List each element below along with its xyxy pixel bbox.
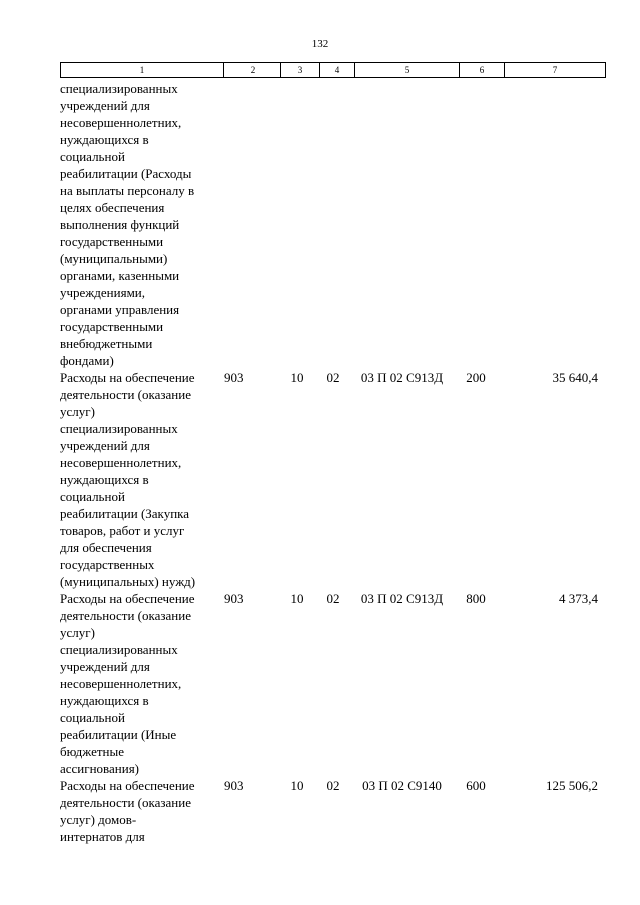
row-description: специализированных учреждений для несовершеннолетних, нуждающихся в социальной реабилитации (Расходы на выплаты персоналу в целях обеспечения выполнения функций государственными (муниципальными) органами, казенными учреждениями, органами управления государственными внебюджетными фондами): [60, 81, 195, 368]
row-amount: 4 373,4: [559, 591, 598, 606]
row-section: 10: [290, 370, 304, 385]
table-row: [60, 80, 598, 369]
row-section: 10: [290, 778, 304, 793]
header-col-5: 5: [355, 63, 460, 78]
row-target-article: 03 П 02 С913Д: [360, 591, 444, 606]
row-target-article: [350, 80, 454, 369]
row-description: Расходы на обеспечение деятельности (оказание услуг) специализированных учреждений для несовершеннолетних, нуждающихся в социальной реабилитации (Иные бюджетные ассигнования): [60, 591, 195, 776]
row-admin-code: 903: [224, 370, 244, 385]
table-header: [60, 62, 606, 78]
row-subsection: [316, 80, 350, 369]
row-section: [278, 80, 316, 369]
header-col-6: 6: [460, 63, 505, 78]
row-subsection: 02: [326, 778, 340, 793]
row-admin-code: [222, 80, 278, 369]
header-col-2: 2: [224, 63, 281, 78]
row-amount: 125 506,2: [546, 778, 598, 793]
table-row: [60, 590, 598, 777]
row-target-article: 03 П 02 С9140: [362, 778, 442, 793]
header-col-1: 1: [61, 63, 224, 78]
budget-table: [60, 80, 598, 845]
table-row: [60, 777, 598, 845]
header-col-7: 7: [505, 63, 606, 78]
row-expense-type: 200: [466, 370, 486, 385]
row-amount: [498, 80, 598, 369]
row-description: Расходы на обеспечение деятельности (оказание услуг) домов- интернатов для: [60, 778, 195, 844]
row-expense-type: [454, 80, 498, 369]
row-admin-code: 903: [224, 778, 244, 793]
row-admin-code: 903: [224, 591, 244, 606]
row-target-article: 03 П 02 С913Д: [360, 370, 444, 385]
row-expense-type: 600: [466, 778, 486, 793]
row-section: 10: [290, 591, 304, 606]
table-row: [60, 369, 598, 590]
header-col-4: 4: [320, 63, 355, 78]
row-subsection: 02: [326, 370, 340, 385]
page-number: 132: [311, 38, 329, 50]
row-description: Расходы на обеспечение деятельности (оказание услуг) специализированных учреждений для несовершеннолетних, нуждающихся в социальной реабилитации (Закупка товаров, работ и услуг для обеспечения государственных (муниципальных) нужд): [60, 370, 196, 589]
header-col-3: 3: [281, 63, 320, 78]
row-expense-type: 800: [466, 591, 486, 606]
row-subsection: 02: [326, 591, 340, 606]
row-amount: 35 640,4: [552, 370, 598, 385]
